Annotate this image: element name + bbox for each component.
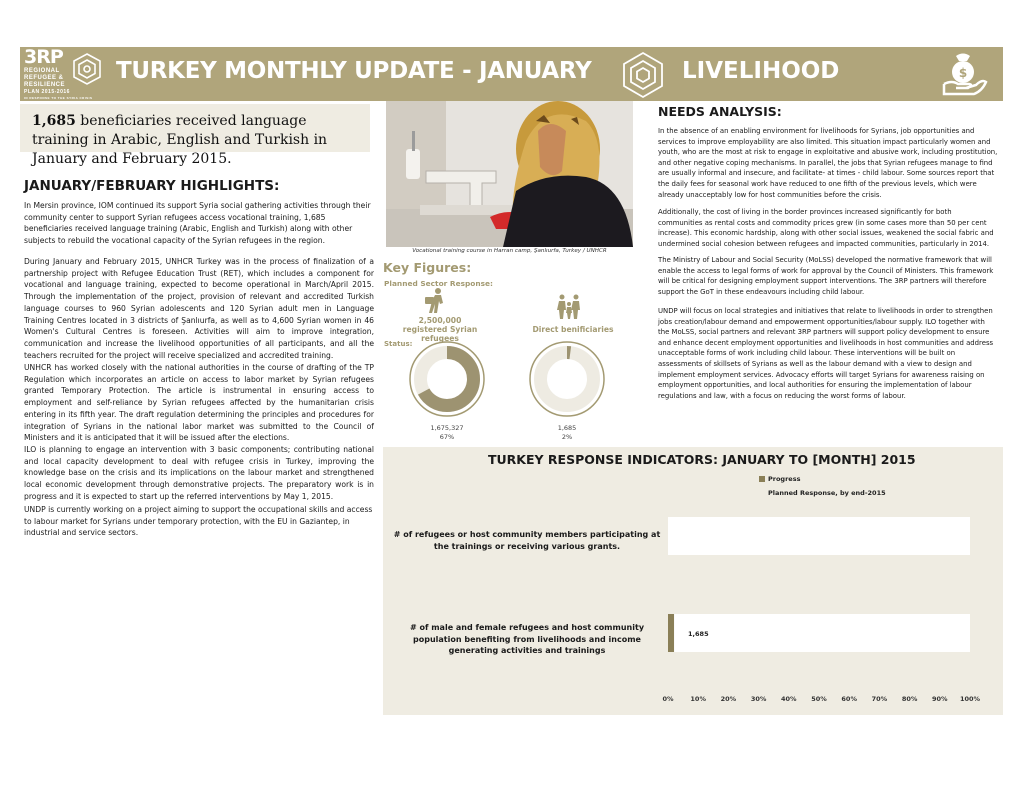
legend-swatch-progress xyxy=(759,476,765,482)
planned-refugees-label: registered Syrian refugees xyxy=(402,325,478,343)
planned-response-label: Planned Sector Response: xyxy=(384,279,493,288)
people-group-icon xyxy=(556,294,582,320)
status-label: Status: xyxy=(384,340,413,348)
needs-paragraph: Additionally, the cost of living in the border provinces increased significantly for both communities as rental costs and commodity prices grew (in some cases more than 50 per cent increase). This economic hardship, along with other social issues, weakened the social fabric and undermined social cohesion between refugees and impacted communities, particularly in 2014. xyxy=(658,208,994,248)
x-tick-label: 20% xyxy=(720,695,737,703)
legend-planned: Planned Response, by end-2015 xyxy=(768,489,886,497)
direct-beneficiaries-label: Direct benificiaries xyxy=(532,325,614,334)
logo-mark: 3RP xyxy=(24,46,63,68)
indicator-label: # of refugees or host community members participating at the trainings or receiving various grants. xyxy=(393,530,661,551)
legend-progress: Progress xyxy=(768,475,801,483)
logo-line: PLAN 2015-2016 xyxy=(24,89,70,95)
refugees-status-donut xyxy=(408,340,486,418)
x-tick-label: 80% xyxy=(901,695,918,703)
refugees-status-percent: 67% xyxy=(439,433,455,441)
indicator-label: # of male and female refugees and host community population benefiting from livelihoods and income generating activities and trainings xyxy=(409,623,645,655)
x-tick-label: 90% xyxy=(932,695,948,703)
needs-paragraph: UNDP will focus on local strategies and initiatives that relate to livelihoods in order to strengthen jobs creation/labour demand and empowerment opportunities/labour supply. ILO together with the MoLSS, social partners and relevant 3RP partners will support policy development to ensure and enhance decent employment opportunities and livelihoods in host communities and address unacceptable forms of work including child labour. These interventions will be built on assessments of skillsets of Syrians as well as the labour demand with a view to design and implement employment services. Advocacy efforts will target Syrians for awareness raising on employment opportunities, and local authorities for ensuring the implementation of labour regulations and law, with a focus on reducing the worst forms of labour. xyxy=(658,307,994,400)
needs-paragraph: In the absence of an enabling environment for livelihoods for Syrians, job opportunities and services to improve employability are also limited. This situation impact particularly women and youth, who are the most at risk to engage in exploitative and abusive work, including prostitution, and other negative coping mechanisms. In parallel, the jobs that Syrian refugees manage to find are usually informal and insecure, and facilitate- at times - child labour. Some sources report that the daily fees for seasonal work have reduced to one fifth of the previous levels, which were already unacceptably low for host communities before the crisis. xyxy=(658,127,998,199)
3rp-emblem-icon xyxy=(70,51,104,95)
highlights-paragraph: In Mersin province, IOM continued its support Syria social gathering activities through their community center to support Syrian refugees access vocational training, 1,685 beneficiaries received language training (Arabic, English and Turkish) along with other subjects to rebuild the vocational capacity of the Syrian refugees in the region. xyxy=(24,201,371,246)
photo-caption: Vocational training course in Harran camp, Şanlıurfa, Turkey / UNHCR xyxy=(412,248,607,254)
x-tick-label: 50% xyxy=(811,695,827,703)
highlights-paragraph: ILO is planning to engage an intervention with 3 basic components; contributing national and local capacity development to deal with refugee crisis in Turkey, improving the knowledge base on the crisis and its implications on the labour market and strengthened local economic development through demonstrative projects. The preparatory work is in progress and it is expected to start up the referred interventions by May 1, 2015. xyxy=(24,445,374,501)
needs-analysis-title: NEEDS ANALYSIS: xyxy=(658,104,782,119)
beneficiaries-status-value: 1,685 xyxy=(557,424,577,432)
vocational-training-photo xyxy=(386,101,633,247)
highlights-paragraph: During January and February 2015, UNHCR Turkey was in the process of finalization of a partnership project with Refugee Education Trust (RET), which includes a component for vocational and language training, expected to become operational in March/April 2015. Through the implementation of the project, provision of relevant and accredited Turkish language courses to 960 Syrian adolescents and 120 Syrian adult men in Language Training Centres located in 3 districts of Şanlıurfa, as well as to 4,600 Syrian women in 46 Women's Cultural Centres is foreseen. Activities will aim to improve integration, communication and increase the livelihood opportunities of all participants, and all the teachers recruited for the project will receive specialized and accredited training. xyxy=(24,257,374,360)
logo-line: REFUGEE & xyxy=(24,75,64,81)
needs-paragraph: The Ministry of Labour and Social Security (MoLSS) developed the normative framework that will enable the access to legal forms of work for approval by the Council of Ministers. This framework will be critical for designing employment support interventions. The 3RP partners will therefore support the GoT in these endeavours including child labour. xyxy=(658,256,994,296)
x-tick-label: 10% xyxy=(690,695,706,703)
chart-title: TURKEY RESPONSE INDICATORS: JANUARY TO [MONTH] 2015 xyxy=(488,452,916,467)
3rp-emblem-large-icon xyxy=(618,50,668,100)
highlights-paragraph: UNDP is currently working on a project aiming to support the occupational skills and access to labour market for Syrians under temporary protection, with the EU in Gaziantep, in industrial and service sectors. xyxy=(24,505,373,538)
money-hand-icon xyxy=(938,50,988,100)
x-tick-label: 100% xyxy=(959,695,981,703)
x-tick-label: 30% xyxy=(750,695,767,703)
sewing-photo-illustration xyxy=(386,101,633,247)
indicators-bar-chart xyxy=(660,500,990,710)
x-tick-label: 40% xyxy=(781,695,797,703)
svg-text:$: $ xyxy=(958,66,968,80)
highlights-paragraph: UNHCR has worked closely with the national authorities in the course of drafting of the TP Regulation which incorporates an article on access to labor market by Syrian refugees granted Temporary Protection. The article is instrumental in ensuring access to employment and self-reliance by Syrian refugees affected by the humanitarian crisis entering in its fifth year. The draft regulation determining the principles and procedures for integration of Syrians in the national labor market was submitted to the Council of Ministers and it is anticipated that it will be issued after the elections. xyxy=(24,363,374,443)
refugees-status-value: 1,675,327 xyxy=(430,424,464,432)
x-tick-label: 70% xyxy=(871,695,888,703)
progress-bar xyxy=(668,614,674,652)
key-message-number: 1,685 xyxy=(32,113,76,129)
sector-title: LIVELIHOOD xyxy=(682,58,840,84)
page-title: TURKEY MONTHLY UPDATE - JANUARY xyxy=(116,58,592,84)
donut-track xyxy=(541,353,594,406)
x-tick-label: 60% xyxy=(841,695,857,703)
logo-line: IN RESPONSE TO THE SYRIA CRISIS xyxy=(24,96,93,100)
x-tick-label: 0% xyxy=(662,695,674,703)
planned-bar xyxy=(668,614,970,652)
beneficiaries-status-donut xyxy=(528,340,606,418)
highlights-title: JANUARY/FEBRUARY HIGHLIGHTS: xyxy=(24,178,280,194)
planned-bar xyxy=(668,517,970,555)
planned-refugees-value: 2,500,000 xyxy=(418,316,462,325)
logo-line: RESILIENCE xyxy=(24,82,66,88)
key-message-text: beneficiaries received language training in Arabic, English and Turkish in January and February 2015. xyxy=(32,113,328,167)
refugee-walking-icon xyxy=(418,287,458,315)
logo-line: REGIONAL xyxy=(24,68,60,74)
beneficiaries-status-percent: 2% xyxy=(561,433,573,441)
key-message xyxy=(32,112,362,169)
key-figures-title: Key Figures: xyxy=(383,260,472,275)
progress-value-label: 1,685 xyxy=(688,630,709,638)
